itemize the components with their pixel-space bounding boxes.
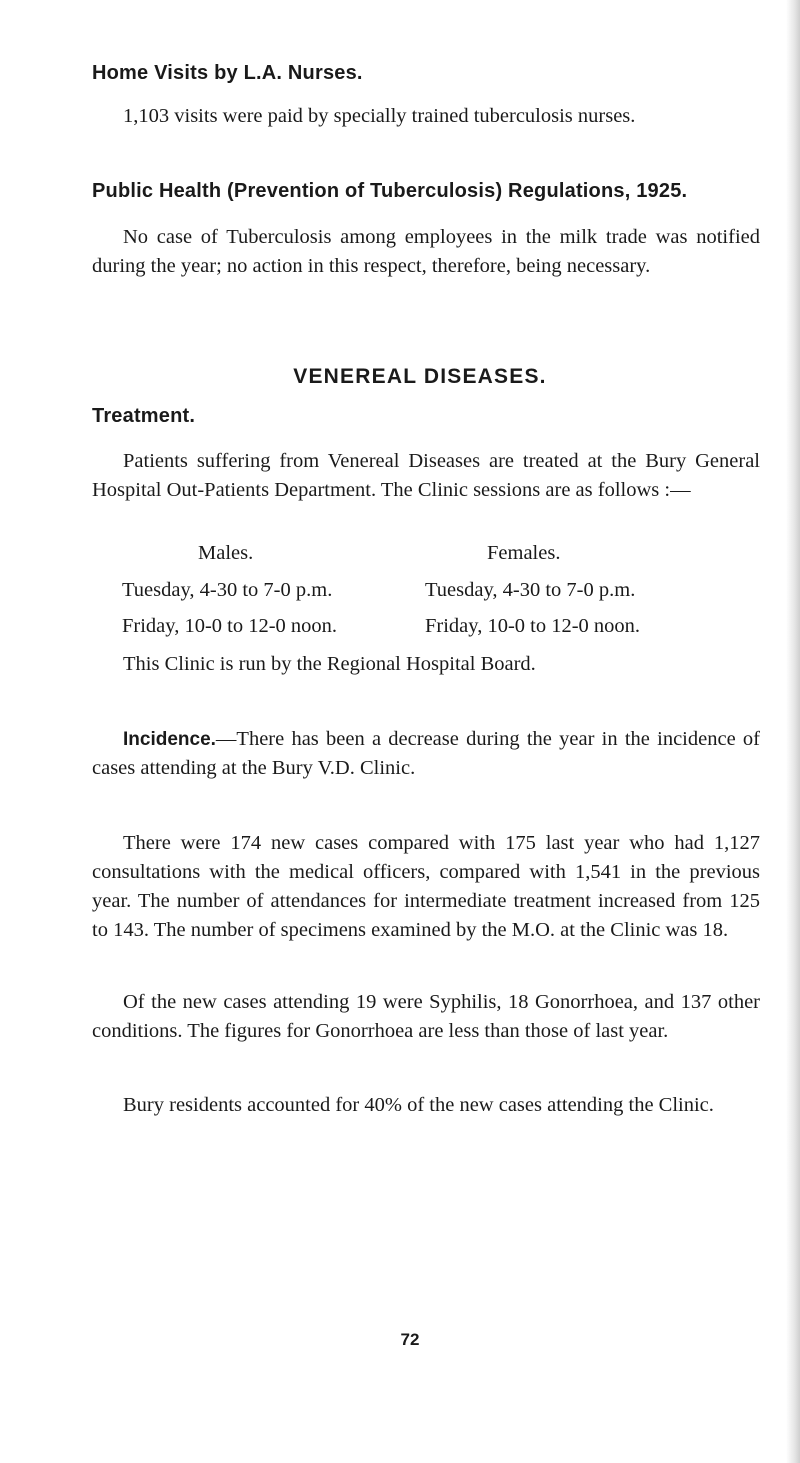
conditions-paragraph: Of the new cases attending 19 were Syphilis, 18 Gonorrhoea, and 137 other conditions. The figures for Gonorrhoea are less than those of last year.: [92, 991, 760, 1042]
males-session-tuesday: Tuesday, 4-30 to 7-0 p.m.: [122, 579, 333, 601]
new-cases-paragraph: There were 174 new cases compared with 175 last year who had 1,127 consultations with the medical officers, compared with 1,541 in the previous year. The number of attendances for intermediate treatment increased from 125 to 143. The number of specimens examined by the M.O. at the Clinic was 18.: [92, 832, 760, 941]
incidence-paragraph: [92, 725, 760, 783]
page-number: 72: [400, 1330, 420, 1349]
home-visits-paragraph: 1,103 visits were paid by specially trained tuberculosis nurses.: [123, 105, 636, 127]
home-visits-heading: Home Visits by L.A. Nurses.: [92, 62, 363, 84]
females-label: Females.: [487, 542, 561, 564]
females-session-friday: Friday, 10-0 to 12-0 noon.: [425, 615, 641, 637]
females-session-tuesday: Tuesday, 4-30 to 7-0 p.m.: [425, 579, 636, 601]
treatment-heading: Treatment.: [92, 405, 196, 427]
incidence-text: —There has been a decrease during the year in the incidence of cases attending at the Bury V.D. Clinic.: [92, 728, 760, 779]
public-health-heading: Public Health (Prevention of Tuberculosis) Regulations, 1925.: [92, 180, 688, 202]
residents-paragraph: Bury residents accounted for 40% of the new cases attending the Clinic.: [123, 1094, 714, 1116]
venereal-diseases-heading: VENEREAL DISEASES.: [293, 365, 547, 388]
treatment-paragraph: Patients suffering from Venereal Diseases are treated at the Bury General Hospital Out-Patients Department. The Clinic sessions are as follows :—: [92, 450, 760, 501]
page-edge-shadow: [786, 0, 800, 1463]
males-label: Males.: [198, 542, 254, 564]
males-session-friday: Friday, 10-0 to 12-0 noon.: [122, 615, 338, 637]
incidence-lead: Incidence.: [123, 729, 216, 750]
public-health-paragraph: No case of Tuberculosis among employees in the milk trade was notified during the year; no action in this respect, therefore, being necessary.: [92, 226, 760, 277]
clinic-note-paragraph: This Clinic is run by the Regional Hospital Board.: [123, 653, 536, 675]
